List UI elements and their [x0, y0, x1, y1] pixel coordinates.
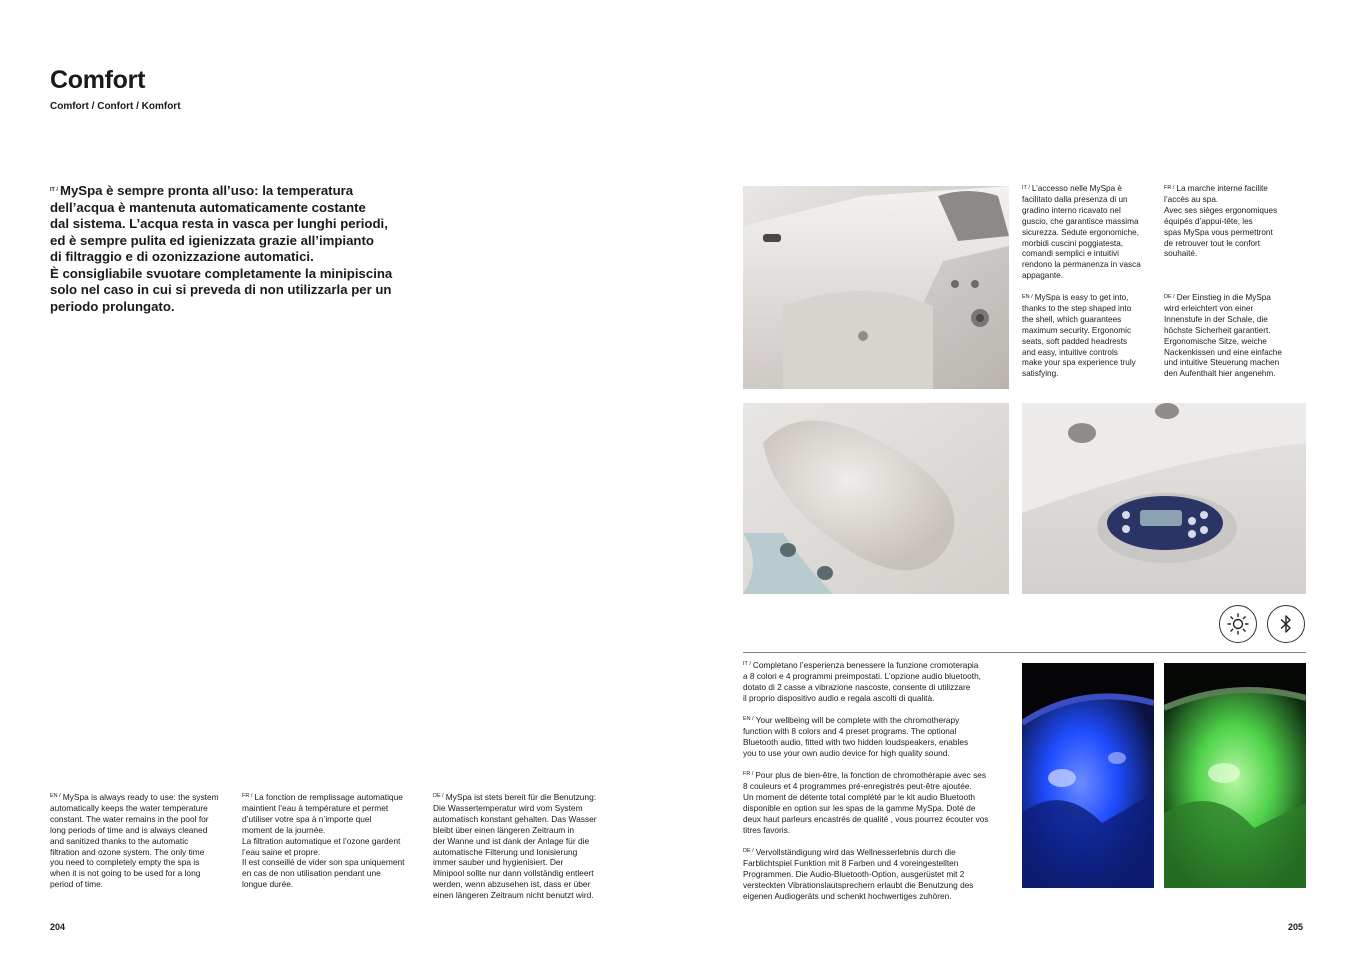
- chromo-text-it: $^{IT /}$ Completano l’esperienza benessere la funzione cromoterapia a 8 colori e 4 programmi preimpostati. L’opzione audio bluetooth, dotato di 2 casse a vibrazione nascoste, consente di utilizzare il proprio dispositivo audio e regala ascolti di qualità.: [743, 660, 981, 703]
- photo-green-lighting: [1164, 663, 1306, 888]
- photo-headrest: [743, 403, 1009, 594]
- access-text-it: $^{IT /}$ L’accesso nelle MySpa è facilitato dalla presenza di un gradino interno ricavato nel guscio, che garantisce massima sicurezza. Sedute ergonomiche, morbidi cuscini poggiatesta, comandi semplici e intuitivi rendono la permanenza in vasca appagante.: [1022, 184, 1141, 281]
- bluetooth-icon: [1267, 605, 1305, 643]
- access-text-de: $^{DE /}$ Der Einstieg in die MySpa wird erleichtert von einer Innenstufe in der Schale, die höchste Sicherheit garantiert. Ergonomische Sitze, weiche Nackenkissen und eine einfache und intuitive Steuerung machen den Aufenthalt hier angenehm.: [1164, 293, 1282, 379]
- lang-tag: IT /: [50, 187, 58, 193]
- text-column-en: $^{EN /}$ MySpa is always ready to use: the system automatically keeps the water temperature constant. The water remains in the pool for long periods of time and is always cleaned and sanitized thanks to the automatic filtration and ozone system. The only time you need to completely empty the spa is when it is not going to be used for a long period of time.: [50, 792, 219, 890]
- text-column-fr: $^{FR /}$ La fonction de remplissage automatique maintient l’eau à température et permet d’utiliser votre spa à n’importe quel moment de la journée. La filtration automatique et l’ozone gardent l’eau saine et propre. Il est conseillé de vider son spa uniquement en cas de non utilisation pendant une longue durée.: [242, 792, 405, 890]
- photo-blue-lighting: [1022, 663, 1154, 888]
- light-icon: [1219, 605, 1257, 643]
- page-number-left: 204: [50, 922, 66, 932]
- text-column-de: $^{DE /}$ MySpa ist stets bereit für die Benutzung: Die Wassertemperatur wird vom System automatisch konstant gehalten. Das Wasser bleibt über einen längeren Zeitraum in der Wanne und ist dank der Anlage für die automatische Filterung und Ionisierung immer sauber und hygienisiert. Der Minipool sollte nur dann vollständig entleert werden, wenn abzusehen ist, dass er über einen längeren Zeitraum nicht benutzt wird.: [433, 792, 597, 901]
- photo-control-panel: [1022, 403, 1306, 594]
- page-title: Comfort: [50, 66, 146, 94]
- photo-spa-step: [743, 186, 1009, 389]
- lead-paragraph-it: $^{IT /}$ MySpa è sempre pronta all’uso: la temperatura dell’acqua è mantenuta automaticamente costante dal sistema. L’acqua resta in vasca per lunghi periodi, ed è sempre pulita ed igienizzata grazie all’impianto di filtraggio e di ozonizzazione automatici. È consigliabile svuotare completamente la minipiscina solo nel caso in cui si preveda di non utilizzarla per un periodo prolungato.: [50, 183, 393, 314]
- section-divider: [743, 652, 1306, 653]
- page-number-right: 205: [1288, 922, 1304, 932]
- chromo-text-de: $^{DE /}$ Vervollständigung wird das Wellnesserlebnis durch die Farblichtspiel Funktion mit 8 Farben und 4 voreingestellten Programmen. Die Audio-Bluetooth-Option, ausgerüstet mit 2 versteckten Vibrationslautsprechern erlaubt die Benutzung des eigenen Audiogeräts und schenkt hochwertiges zuhören.: [743, 847, 974, 901]
- chromo-text-en: $^{EN /}$ Your wellbeing will be complete with the chromotherapy function with 8 colors and 4 preset programs. The optional Bluetooth audio, fitted with two hidden loudspeakers, enables you to use your own audio device for high quality sound.: [743, 715, 969, 758]
- chromo-text-fr: $^{FR /}$ Pour plus de bien-être, la fonction de chromothérapie avec ses 8 couleurs et 4 programmes pré-enregistrés peut-être ajoutée. Un moment de détente total complété par le kit audio Bluetooth disponible en option sur les spas de la gamme MySpa. Doté de deux haut parleurs encastrés de qualité , vous pourrez écouter vos titres favoris.: [743, 770, 989, 835]
- access-text-en: $^{EN /}$ MySpa is easy to get into, thanks to the step shaped into the shell, which guarantees maximum security. Ergonomic seats, soft padded headrests and easy, intuitive controls make your spa experience truly satisfying.: [1022, 293, 1136, 379]
- access-text-fr: $^{FR /}$ La marche interne facilite l’accès au spa. Avec ses sièges ergonomiques équipés d’appui-tête, les spas MySpa vous permettront de retrouver tout le confort souhaité.: [1164, 184, 1278, 259]
- page-subtitle: Comfort / Confort / Komfort: [50, 101, 181, 112]
